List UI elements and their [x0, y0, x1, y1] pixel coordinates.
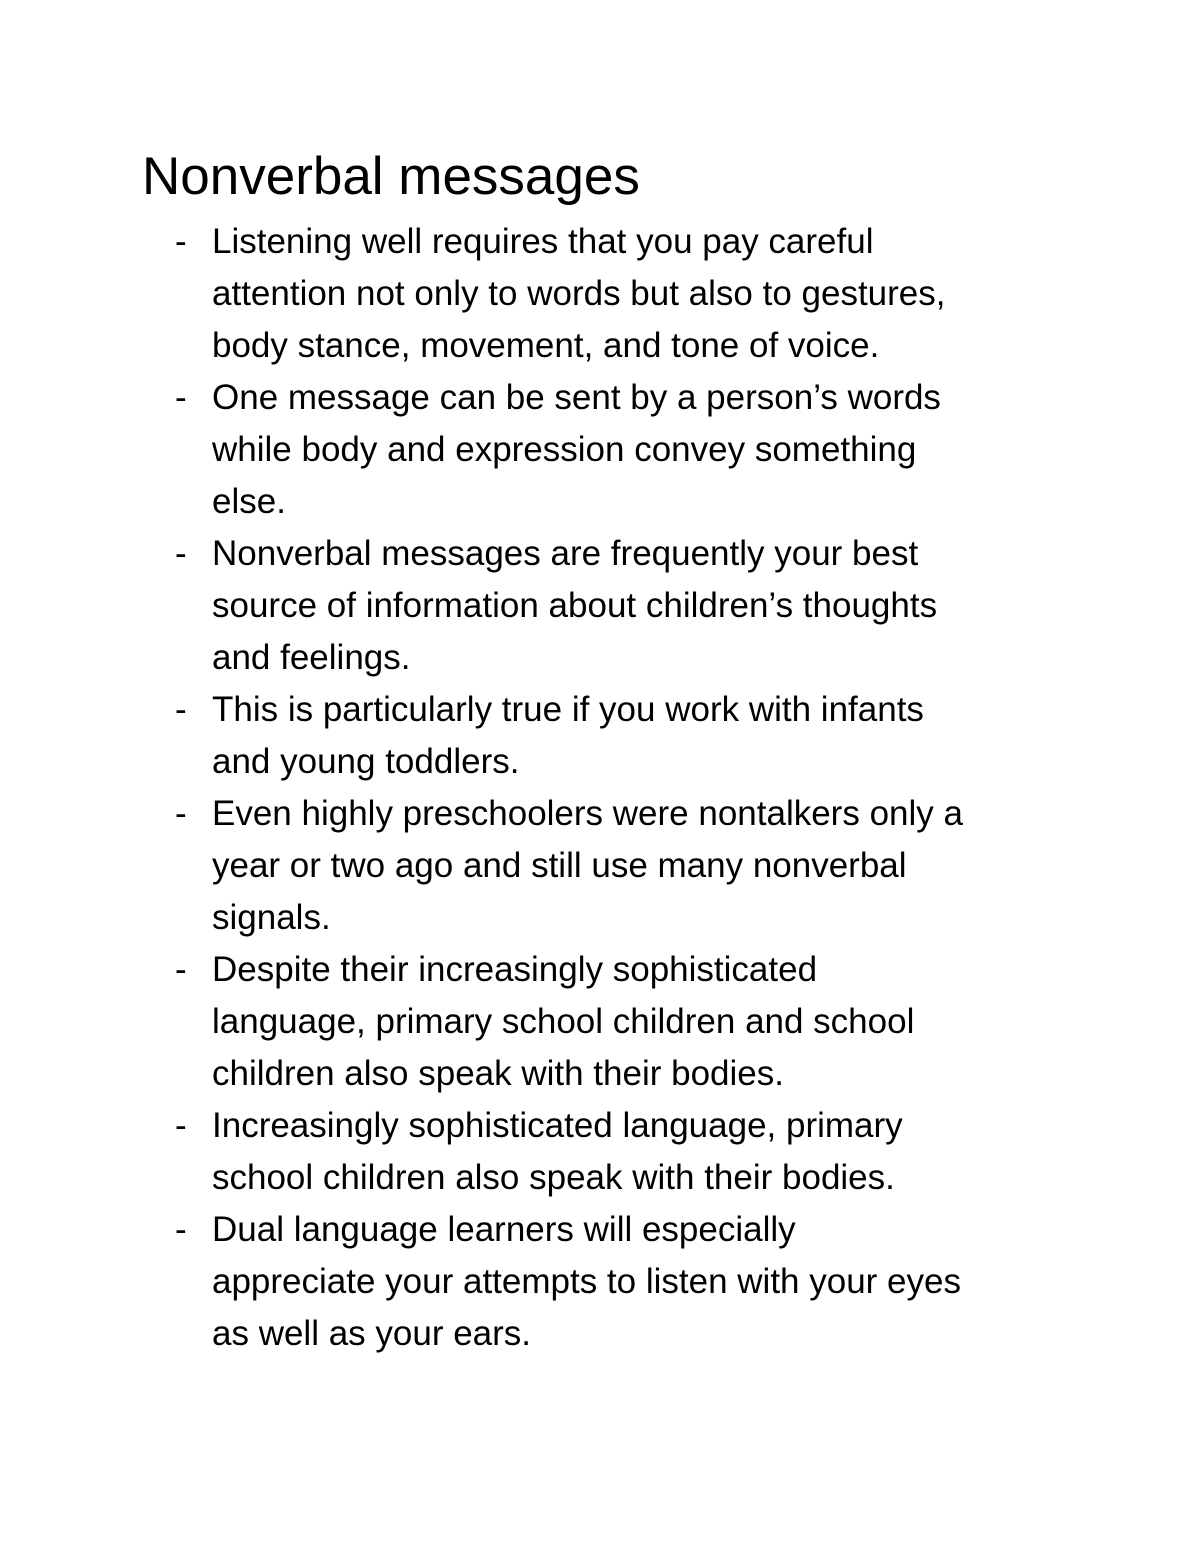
list-item-text: [212, 944, 1067, 1100]
text-line: One message can be sent by a person’s words: [212, 378, 941, 417]
list-item: [175, 944, 1075, 1100]
list-item: [175, 216, 1075, 372]
bullet-dash: -: [175, 1210, 187, 1249]
list-item: [175, 528, 1075, 684]
list-item-text: [212, 1100, 1067, 1204]
text-line: while body and expression convey something: [212, 430, 917, 469]
bullet-dash: -: [175, 794, 187, 833]
bullet-dash: -: [175, 534, 187, 573]
text-line: This is particularly true if you work with infants: [212, 690, 924, 729]
list-item-text: [212, 216, 1067, 372]
text-line: and feelings.: [212, 638, 411, 677]
list-item: [175, 788, 1075, 944]
text-line: school children also speak with their bodies.: [212, 1158, 895, 1197]
bullet-dash: -: [175, 950, 187, 989]
text-line: children also speak with their bodies.: [212, 1054, 784, 1093]
page-title: Nonverbal messages: [142, 147, 640, 206]
bullet-dash: -: [175, 378, 187, 417]
text-line: appreciate your attempts to listen with your eyes: [212, 1262, 961, 1301]
text-line: Nonverbal messages are frequently your best: [212, 534, 919, 573]
text-line: Dual language learners will especially: [212, 1210, 796, 1249]
text-line: else.: [212, 482, 286, 521]
list-item: [175, 1204, 1075, 1360]
text-line: year or two ago and still use many nonverbal: [212, 846, 907, 885]
text-line: Even highly preschoolers were nontalkers only a: [212, 794, 963, 833]
text-line: attention not only to words but also to gestures,: [212, 274, 946, 313]
text-line: as well as your ears.: [212, 1314, 532, 1353]
list-item: [175, 372, 1075, 528]
text-line: source of information about children’s thoughts: [212, 586, 938, 625]
list-item-text: [212, 684, 1067, 788]
bullet-dash: -: [175, 1106, 187, 1145]
text-line: signals.: [212, 898, 331, 937]
bullet-dash: -: [175, 222, 187, 261]
text-line: language, primary school children and school: [212, 1002, 915, 1041]
bullet-dash: -: [175, 690, 187, 729]
bullet-list: [175, 216, 1075, 1360]
list-item-text: [212, 788, 1067, 944]
list-item-text: [212, 372, 1067, 528]
list-item-text: [212, 1204, 1067, 1360]
text-line: Listening well requires that you pay careful: [212, 222, 874, 261]
text-line: and young toddlers.: [212, 742, 520, 781]
text-line: Increasingly sophisticated language, primary: [212, 1106, 903, 1145]
text-line: Despite their increasingly sophisticated: [212, 950, 818, 989]
list-item-text: [212, 528, 1067, 684]
list-item: [175, 1100, 1075, 1204]
list-item: [175, 684, 1075, 788]
text-line: body stance, movement, and tone of voice.: [212, 326, 880, 365]
